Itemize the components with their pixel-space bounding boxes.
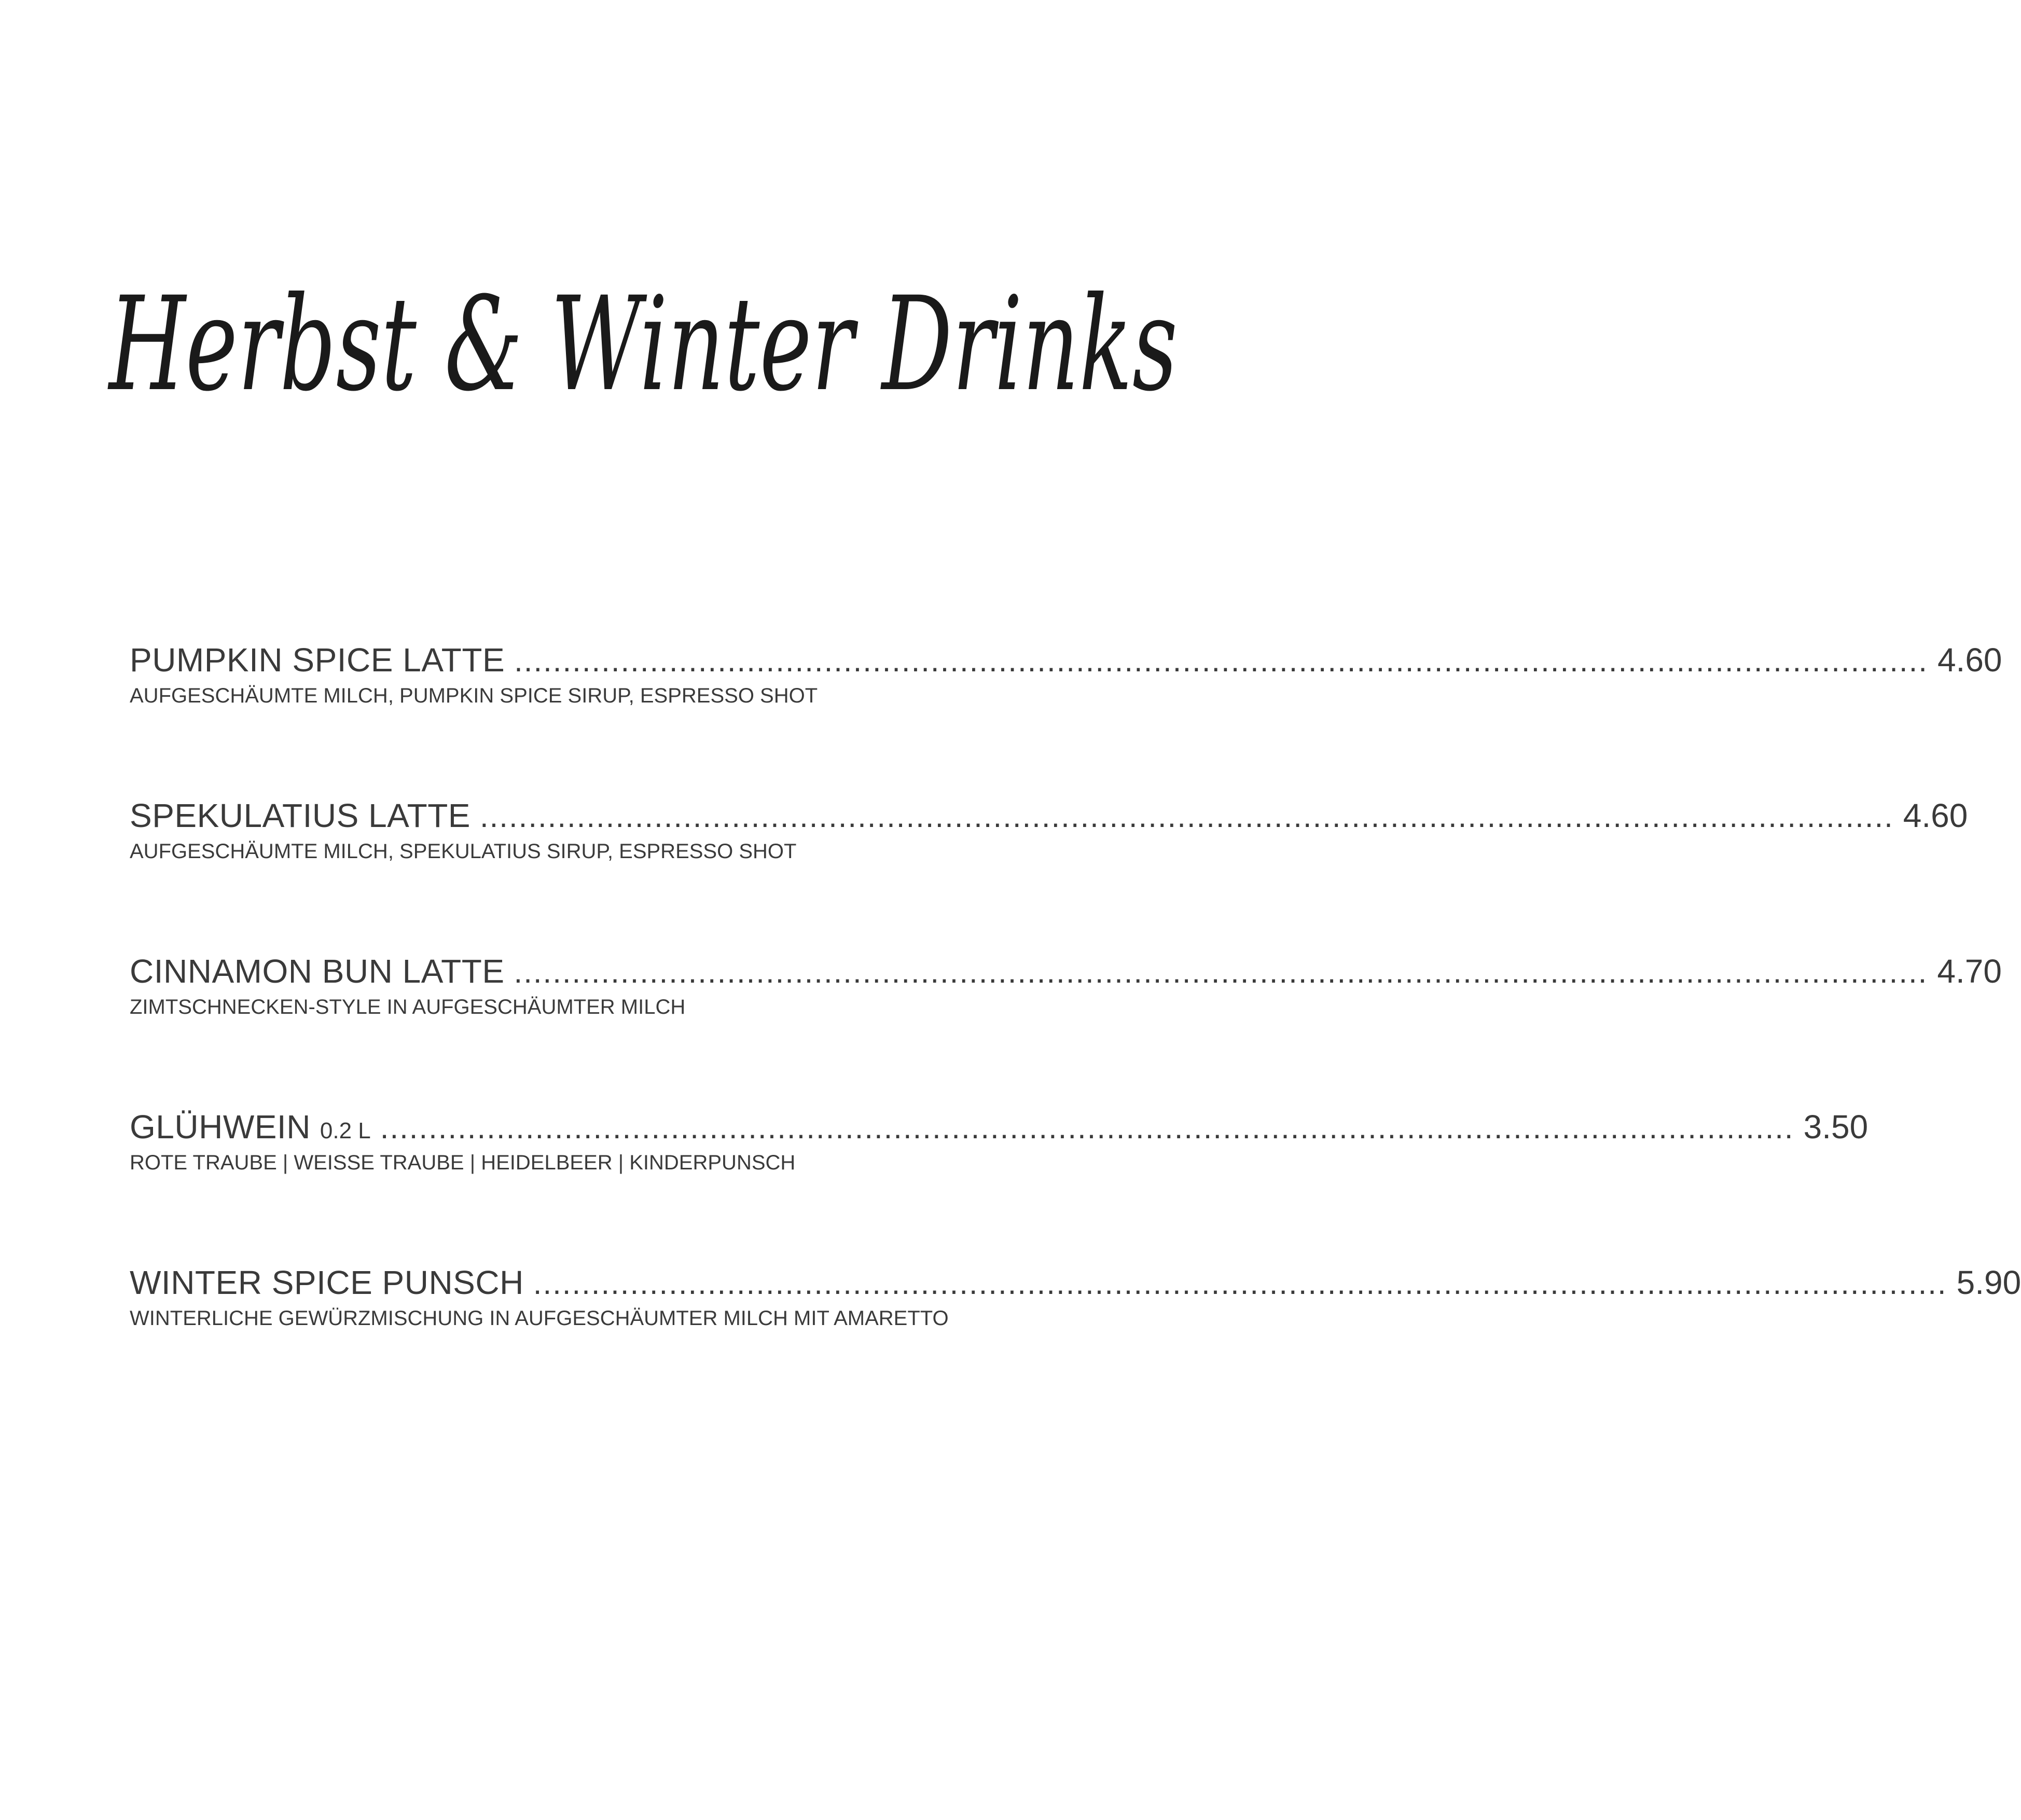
item-price: 3.50: [1803, 1108, 1868, 1146]
item-description: ZIMTSCHNECKEN-STYLE IN AUFGESCHÄUMTER MILCH: [130, 996, 686, 1018]
menu-item-pumpkin-spice-latte: [130, 641, 2002, 796]
item-price: 4.70: [1937, 953, 2002, 990]
dot-leader: ..................................................................................................................................................: [533, 1266, 1947, 1301]
drinks-list: [130, 641, 2021, 1419]
menu-item-cinnamon-bun-latte: [130, 952, 2002, 1108]
dot-leader: ..................................................................................................................................................: [514, 955, 1928, 989]
menu-title: [88, 218, 1198, 488]
item-description: AUFGESCHÄUMTE MILCH, SPEKULATIUS SIRUP, ESPRESSO SHOT: [130, 840, 797, 863]
menu-item-spekulatius-latte: [130, 796, 1968, 952]
dot-leader: ..................................................................................................................................................: [514, 643, 1928, 678]
item-description: WINTERLICHE GEWÜRZMISCHUNG IN AUFGESCHÄUMTER MILCH MIT AMARETTO: [130, 1307, 949, 1330]
menu-item-line: [130, 1263, 2021, 1310]
menu-item-line: [130, 796, 1968, 843]
dot-leader: ..................................................................................................................................................: [479, 799, 1894, 834]
item-unit: 0.2 L: [320, 1118, 371, 1143]
script-title-graphic: [88, 218, 1198, 488]
menu-item-line: [130, 641, 2002, 687]
menu-item-winter-spice-punsch: [130, 1263, 2021, 1419]
item-name: CINNAMON BUN LATTE: [130, 953, 505, 990]
item-description: ROTE TRAUBE | WEISSE TRAUBE | HEIDELBEER | KINDERPUNSCH: [130, 1151, 796, 1174]
menu-title-text: Herbst & Winter Drinks: [107, 269, 1178, 420]
item-price: 5.90: [1956, 1264, 2021, 1301]
menu-item-line: [130, 1108, 1868, 1154]
item-name: WINTER SPICE PUNSCH: [130, 1264, 524, 1301]
menu-item-line: [130, 952, 2002, 999]
item-name: SPEKULATIUS LATTE: [130, 797, 470, 834]
item-name: GLÜHWEIN: [130, 1108, 311, 1146]
dot-leader: ..................................................................................................................................................: [380, 1110, 1794, 1145]
item-name: PUMPKIN SPICE LATTE: [130, 641, 505, 679]
menu-item-gluehwein: [130, 1108, 1868, 1263]
item-price: 4.60: [1937, 641, 2002, 679]
item-price: 4.60: [1903, 797, 1968, 834]
item-description: AUFGESCHÄUMTE MILCH, PUMPKIN SPICE SIRUP, ESPRESSO SHOT: [130, 684, 818, 707]
